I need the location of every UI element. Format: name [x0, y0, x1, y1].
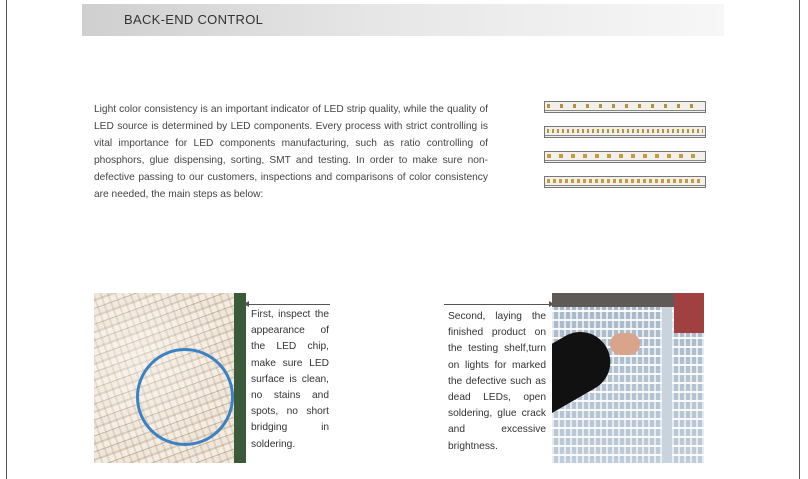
led-strip-sample	[544, 101, 706, 113]
page-border-right	[799, 0, 800, 479]
led-strip-sample	[544, 126, 706, 138]
section-header	[82, 4, 724, 36]
step-one-caption: First, inspect the appearance of the LED chip, make sure LED surface is clean, no stains and spots, no short bridging in soldering.	[251, 309, 329, 450]
intro-paragraph: Light color consistency is an important indicator of LED strip quality, while the quality of LED source is determined by LED components. Every process with strict controlling is vital importance for LED components manufacturing, such as ratio controlling of phosphors, glue dispensing, sorting, SMT and testing. In order to make sure non-defective passing to our customers, inspections and comparisons of color consistency are needed, the main steps as below:	[94, 104, 488, 200]
led-strip-sample	[544, 151, 706, 163]
testing-shelf-photo	[552, 293, 704, 463]
caption-pointer-line	[444, 304, 550, 305]
led-strip-samples	[544, 101, 706, 201]
section-title: BACK-END CONTROL	[124, 12, 264, 27]
led-chip-inspection-photo	[94, 293, 246, 463]
highlight-circle	[136, 348, 234, 446]
caption-pointer-line	[248, 304, 330, 305]
page-border-left	[6, 0, 7, 479]
step-two-caption: Second, laying the finished product on the testing shelf,turn on lights for marked the defective such as dead LEDs, open soldering, glue crack and excessive brightness.	[448, 311, 546, 452]
led-strip-sample	[544, 176, 706, 188]
